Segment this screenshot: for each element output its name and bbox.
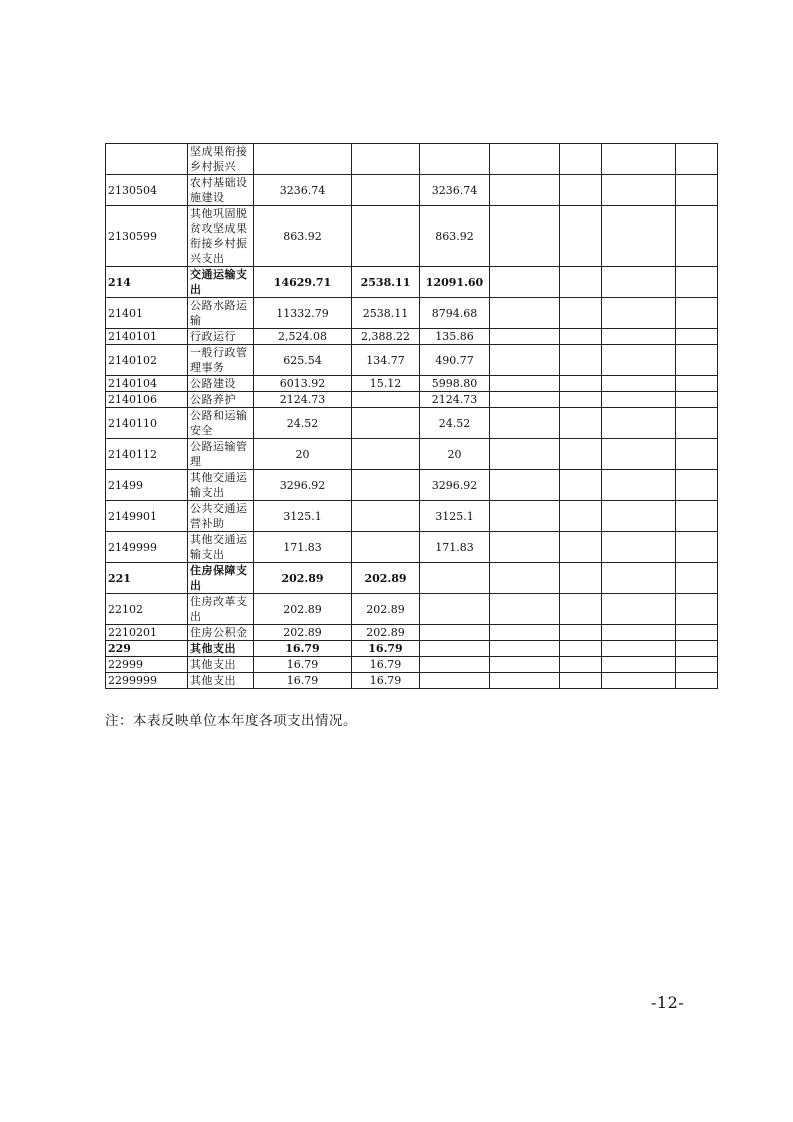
cell-c5 [490,641,560,657]
cell-code: 214 [106,267,188,298]
cell-project [420,144,490,175]
cell-basic: 134.77 [352,345,420,376]
table-row [106,345,718,376]
cell-project: 20 [420,439,490,470]
cell-c6 [560,298,602,329]
cell-total: 863.92 [254,206,352,267]
cell-total: 3236.74 [254,175,352,206]
cell-c8 [676,392,718,408]
cell-name: 住房改革支出 [188,594,254,625]
cell-code: 2130504 [106,175,188,206]
table-body [106,144,718,689]
cell-project: 24.52 [420,408,490,439]
cell-c5 [490,408,560,439]
cell-total: 202.89 [254,563,352,594]
cell-c5 [490,345,560,376]
cell-code: 2140112 [106,439,188,470]
cell-basic: 16.79 [352,657,420,673]
cell-code: 2140101 [106,329,188,345]
cell-c7 [602,657,676,673]
cell-name: 住房保障支出 [188,563,254,594]
cell-project [420,641,490,657]
cell-c8 [676,625,718,641]
cell-basic [352,206,420,267]
cell-total [254,144,352,175]
cell-c8 [676,470,718,501]
cell-c5 [490,144,560,175]
cell-c7 [602,594,676,625]
cell-basic [352,532,420,563]
cell-total: 202.89 [254,625,352,641]
cell-basic: 202.89 [352,594,420,625]
cell-name: 公路和运输安全 [188,408,254,439]
cell-total: 11332.79 [254,298,352,329]
cell-c7 [602,439,676,470]
cell-name: 其他交通运输支出 [188,532,254,563]
cell-c6 [560,345,602,376]
cell-c5 [490,532,560,563]
cell-code: 21401 [106,298,188,329]
cell-basic: 2,388.22 [352,329,420,345]
cell-project: 171.83 [420,532,490,563]
table-row [106,439,718,470]
table-row [106,470,718,501]
table-note: 注：本表反映单位本年度各项支出情况。 [105,713,357,729]
cell-name: 公路水路运输 [188,298,254,329]
cell-basic: 202.89 [352,625,420,641]
cell-c7 [602,625,676,641]
cell-c7 [602,501,676,532]
cell-name: 交通运输支出 [188,267,254,298]
cell-total: 625.54 [254,345,352,376]
cell-project: 8794.68 [420,298,490,329]
cell-c8 [676,594,718,625]
cell-total: 24.52 [254,408,352,439]
cell-name: 公路建设 [188,376,254,392]
cell-basic [352,392,420,408]
cell-c5 [490,501,560,532]
cell-c7 [602,673,676,689]
cell-total: 2124.73 [254,392,352,408]
table-row [106,641,718,657]
cell-name: 行政运行 [188,329,254,345]
table-row [106,501,718,532]
cell-name: 公路运输管理 [188,439,254,470]
cell-c8 [676,206,718,267]
table-row [106,267,718,298]
table-row [106,532,718,563]
cell-c7 [602,408,676,439]
cell-project [420,594,490,625]
cell-basic: 2538.11 [352,298,420,329]
cell-basic [352,470,420,501]
cell-c5 [490,267,560,298]
cell-total: 202.89 [254,594,352,625]
cell-c6 [560,657,602,673]
cell-c6 [560,470,602,501]
cell-name: 其他支出 [188,641,254,657]
cell-c5 [490,376,560,392]
cell-c8 [676,501,718,532]
cell-c6 [560,673,602,689]
cell-basic [352,439,420,470]
cell-name: 一般行政管理事务 [188,345,254,376]
table-row [106,594,718,625]
cell-c6 [560,392,602,408]
cell-c5 [490,175,560,206]
cell-c5 [490,298,560,329]
cell-c5 [490,470,560,501]
cell-c7 [602,298,676,329]
cell-c5 [490,329,560,345]
cell-c6 [560,594,602,625]
cell-c6 [560,408,602,439]
cell-c8 [676,345,718,376]
cell-c8 [676,641,718,657]
table-row [106,408,718,439]
cell-total: 2,524.08 [254,329,352,345]
cell-c6 [560,175,602,206]
cell-total: 171.83 [254,532,352,563]
cell-project: 3296.92 [420,470,490,501]
cell-c8 [676,439,718,470]
cell-project [420,657,490,673]
cell-code: 21499 [106,470,188,501]
cell-c5 [490,206,560,267]
cell-c6 [560,641,602,657]
cell-basic: 16.79 [352,673,420,689]
cell-basic [352,144,420,175]
cell-basic: 15.12 [352,376,420,392]
cell-code: 2299999 [106,673,188,689]
cell-c7 [602,470,676,501]
cell-name: 农村基础设施建设 [188,175,254,206]
cell-basic: 2538.11 [352,267,420,298]
cell-c7 [602,563,676,594]
cell-code: 2140102 [106,345,188,376]
cell-total: 3296.92 [254,470,352,501]
cell-name: 其他支出 [188,657,254,673]
cell-c6 [560,439,602,470]
cell-c6 [560,501,602,532]
expenditure-table [105,143,718,689]
cell-name: 其他交通运输支出 [188,470,254,501]
cell-c7 [602,641,676,657]
cell-c5 [490,625,560,641]
cell-c7 [602,532,676,563]
cell-total: 14629.71 [254,267,352,298]
cell-project: 3125.1 [420,501,490,532]
cell-code: 229 [106,641,188,657]
cell-basic [352,408,420,439]
cell-code: 2210201 [106,625,188,641]
table-row [106,376,718,392]
cell-project: 12091.60 [420,267,490,298]
cell-project: 2124.73 [420,392,490,408]
cell-c8 [676,408,718,439]
cell-code: 221 [106,563,188,594]
cell-c6 [560,532,602,563]
cell-code: 22999 [106,657,188,673]
cell-c8 [676,657,718,673]
cell-c6 [560,206,602,267]
table-row [106,625,718,641]
cell-c5 [490,594,560,625]
table-row [106,298,718,329]
cell-c8 [676,267,718,298]
cell-project: 490.77 [420,345,490,376]
cell-c6 [560,267,602,298]
table-row [106,144,718,175]
cell-c6 [560,329,602,345]
cell-project: 135.86 [420,329,490,345]
cell-total: 16.79 [254,641,352,657]
cell-project: 863.92 [420,206,490,267]
table-row [106,673,718,689]
table-row [106,392,718,408]
cell-name: 其他巩固脱贫攻坚成果衔接乡村振兴支出 [188,206,254,267]
cell-c5 [490,657,560,673]
cell-c6 [560,563,602,594]
cell-code: 2149901 [106,501,188,532]
table-row [106,206,718,267]
cell-project: 3236.74 [420,175,490,206]
cell-total: 16.79 [254,657,352,673]
cell-c8 [676,532,718,563]
table-row [106,175,718,206]
cell-c8 [676,673,718,689]
cell-c8 [676,376,718,392]
cell-c7 [602,206,676,267]
cell-c5 [490,392,560,408]
cell-code: 2130599 [106,206,188,267]
cell-name: 坚成果衔接乡村振兴 [188,144,254,175]
cell-basic: 16.79 [352,641,420,657]
cell-c8 [676,563,718,594]
cell-c8 [676,144,718,175]
cell-c7 [602,175,676,206]
cell-project: 5998.80 [420,376,490,392]
cell-c6 [560,376,602,392]
cell-c7 [602,144,676,175]
cell-project [420,563,490,594]
cell-project [420,625,490,641]
cell-code: 2140104 [106,376,188,392]
cell-name: 公路养护 [188,392,254,408]
page-number: -12- [651,993,685,1012]
cell-name: 其他支出 [188,673,254,689]
cell-code: 22102 [106,594,188,625]
table-row [106,563,718,594]
cell-code [106,144,188,175]
cell-code: 2140110 [106,408,188,439]
cell-c5 [490,439,560,470]
cell-total: 3125.1 [254,501,352,532]
cell-c6 [560,625,602,641]
cell-total: 20 [254,439,352,470]
cell-total: 16.79 [254,673,352,689]
table-row [106,657,718,673]
cell-c7 [602,329,676,345]
cell-c7 [602,392,676,408]
cell-total: 6013.92 [254,376,352,392]
cell-c5 [490,563,560,594]
cell-c6 [560,144,602,175]
cell-c8 [676,175,718,206]
cell-c7 [602,345,676,376]
cell-basic: 202.89 [352,563,420,594]
cell-project [420,673,490,689]
cell-code: 2140106 [106,392,188,408]
cell-basic [352,501,420,532]
cell-name: 住房公积金 [188,625,254,641]
table-row [106,329,718,345]
cell-c5 [490,673,560,689]
cell-c7 [602,376,676,392]
cell-name: 公共交通运营补助 [188,501,254,532]
cell-code: 2149999 [106,532,188,563]
cell-c8 [676,298,718,329]
cell-c8 [676,329,718,345]
cell-basic [352,175,420,206]
cell-c7 [602,267,676,298]
